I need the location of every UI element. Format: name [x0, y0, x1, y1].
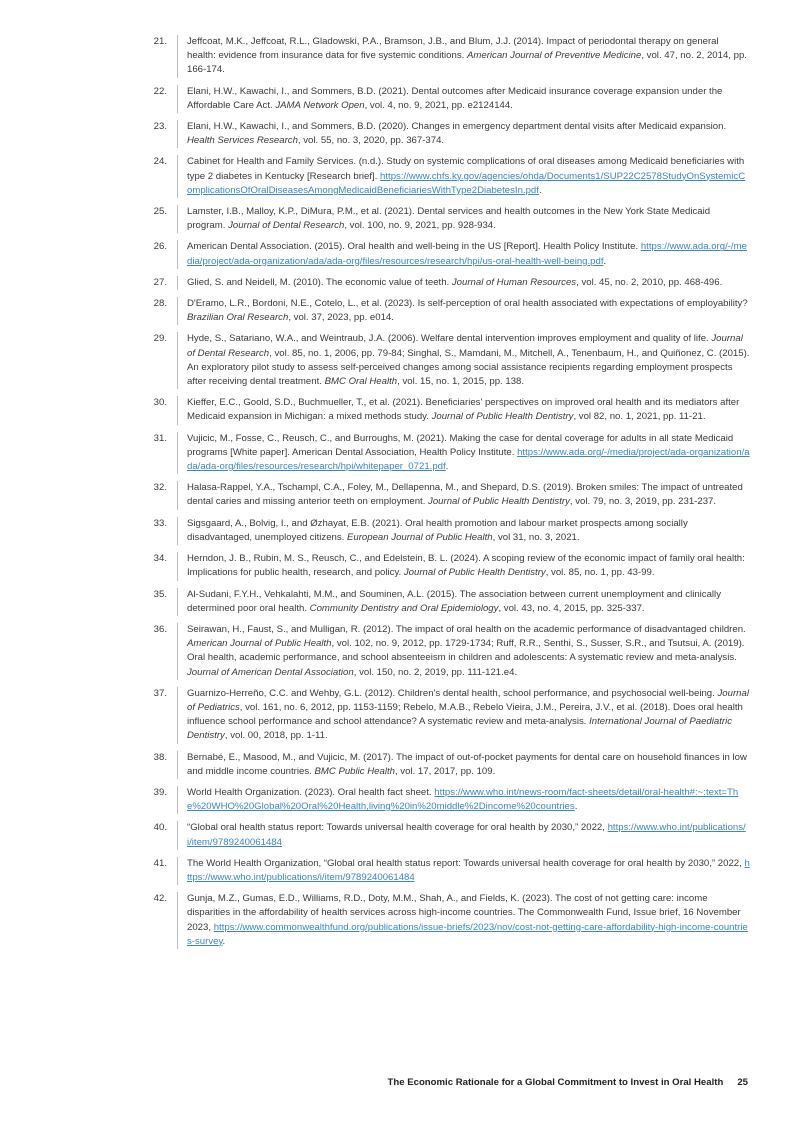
reference-citation: Seirawan, H., Faust, S., and Mulligan, R. (2012). The impact of oral health on the academic performance of disadvantaged children.: [187, 623, 746, 635]
reference-citation: “Global oral health status report: Towards universal health coverage for oral health by 2030,” 2022,: [187, 822, 608, 834]
reference-text: [177, 481, 750, 509]
reference-citation: Al-Sudani, F.Y.H., Vehkalahti, M.M., and Souminen, A.L. (2015). The association between current unemployment and clinically determined poor oral health.: [187, 588, 721, 614]
reference-details: , vol 82, no. 1, 2021, pp. 11-21.: [573, 411, 706, 423]
reference-citation: Elani, H.W., Kawachi, I., and Sommers, B.D. (2020). Changes in emergency department dental visits after Medicaid expansion.: [187, 121, 727, 133]
reference-number: 28.: [153, 298, 167, 310]
reference-item: [135, 297, 750, 325]
reference-item: [135, 588, 750, 616]
reference-number: 39.: [153, 786, 167, 798]
reference-text: [177, 432, 750, 475]
reference-journal: European Journal of Public Health: [347, 531, 493, 543]
reference-item: [135, 623, 750, 680]
reference-text: [177, 35, 750, 78]
reference-item: [135, 35, 750, 78]
reference-link[interactable]: https://www.who.int/news-room/fact-sheets/detail/oral-health#:~:text=The%20WHO%20Global%20Oral%20Health,living%20in%20middle%2Dincome%20countries: [187, 786, 739, 813]
reference-details: , vol. 85, no. 1, pp. 43-99.: [545, 567, 655, 579]
reference-journal: Journal of Human Resources: [451, 276, 577, 288]
reference-number: 21.: [153, 36, 167, 47]
reference-journal: Journal of Dental Research: [187, 333, 743, 359]
reference-item: [135, 751, 750, 779]
reference-text: [177, 786, 750, 814]
reference-punctuation: .: [574, 801, 578, 813]
reference-journal: Journal of Pediatrics: [187, 687, 749, 713]
footer-title: The Economic Rationale for a Global Commitment to Invest in Oral Health: [387, 1077, 724, 1088]
reference-list: [135, 35, 750, 956]
reference-details: , vol. 17, 2017, pp. 109.: [394, 765, 496, 777]
reference-punctuation: .: [222, 935, 226, 947]
page-footer: [387, 1077, 748, 1088]
reference-item: [135, 240, 750, 268]
reference-details: , vol. 37, 2023, pp. e014.: [288, 312, 394, 324]
reference-journal: International Journal of Paediatric Dentistry: [187, 716, 733, 742]
reference-link[interactable]: https://www.ada.org/-/media/project/ada-organization/ada/ada-org/files/resources/research/hpi/whitepaper_0721.pdf: [187, 446, 750, 473]
reference-details: , vol. 00, 2018, pp. 1-11.: [224, 730, 328, 742]
reference-citation: Sigsgaard, A., Bolvig, I., and Øzhayat, E.B. (2021). Oral health promotion and labour market prospects among socially disadvantaged, unemployed citizens.: [187, 517, 688, 543]
reference-text: [177, 821, 750, 849]
reference-journal: Journal of Public Health Dentistry: [403, 567, 546, 579]
reference-item: [135, 120, 750, 148]
reference-journal: American Journal of Preventive Medicine: [466, 50, 642, 62]
reference-text: [177, 205, 750, 233]
reference-citation: Glied, S. and Neidell, M. (2010). The economic value of teeth.: [187, 276, 452, 288]
reference-journal: Brazilian Oral Research: [187, 312, 289, 324]
reference-link[interactable]: https://www.chfs.ky.gov/agencies/ohda/Documents1/SUP22C2578StudyOnSystemicComplicationsOfOralDiseasesAmongMedicaidBeneficiariesWithType2DiabetesIn.pdf: [187, 170, 746, 196]
reference-punctuation: .: [538, 184, 542, 196]
reference-number: 26.: [153, 241, 167, 253]
reference-number: 41.: [153, 857, 167, 869]
reference-item: [135, 205, 750, 233]
reference-citation: Hyde, S., Satariano, W.A., and Weintraub, J.A. (2006). Welfare dental intervention improves employment and quality of life.: [187, 333, 712, 345]
reference-item: [135, 821, 750, 849]
reference-text: [177, 276, 750, 290]
reference-item: [135, 892, 750, 949]
reference-details: , vol. 47, no. 2, 2014, pp. 166-174.: [187, 50, 747, 76]
reference-citation: Halasa-Rappel, Y.A., Tschampl, C.A., Foley, M., Dellapenna, M., and Shepard, D.S. (2019). Broken smiles: The impact of untreated dental caries and missing anterior teeth on employment.: [187, 482, 743, 508]
reference-number: 32.: [153, 482, 167, 494]
reference-number: 38.: [153, 751, 167, 763]
reference-citation: D'Eramo, L.R., Bordoni, N.E., Cotelo, L., et al. (2023). Is self-perception of oral health associated with expectations of employability?: [187, 298, 748, 310]
reference-citation: Gunja, M.Z., Gumas, E.D., Williams, R.D., Doty, M.M., Shah, A., and Fields, K. (2023). The cost of not getting care: income disparities in the affordability of health services across high-income countries. The Commonwealth Fund, Issue brief, 16 November 2023,: [187, 893, 741, 933]
reference-number: 40.: [153, 822, 167, 834]
reference-citation: Bernabé, E., Masood, M., and Vujicic, M. (2017). The impact of out-of-pocket payments for dental care on household finances in low and middle income countries.: [187, 751, 747, 777]
reference-number: 23.: [153, 121, 167, 133]
reference-item: [135, 396, 750, 424]
reference-item: [135, 481, 750, 509]
reference-details: , vol. 85, no. 1, 2006, pp. 79-84; Singhal, S., Mamdani, M., Mitchell, A., Tenenbaum, H., and Quiñonez, C. (2015). An exploratory pilot study to assess self-perceived changes among social assistance recipients regarding employment prospects after receiving dental treatment.: [187, 347, 750, 388]
reference-details: , vol. 4, no. 9, 2021, pp. e2124144.: [364, 99, 513, 111]
reference-text: [177, 396, 750, 424]
reference-citation: Herndon, J. B., Rubin, M. S., Reusch, C., and Edelstein, B. L. (2024). A scoping review of the economic impact of family oral health: Implications for public health, research, and policy.: [187, 553, 745, 579]
reference-citation: American Dental Association. (2015). Oral health and well-being in the US [Report]. Health Policy Institute.: [187, 241, 641, 253]
reference-details: , vol 31, no. 3, 2021.: [492, 531, 580, 543]
page-number: 25: [737, 1077, 748, 1088]
reference-item: [135, 432, 750, 475]
reference-text: [177, 588, 750, 616]
reference-number: 29.: [153, 333, 167, 345]
reference-item: [135, 276, 750, 290]
reference-text: [177, 687, 750, 744]
reference-journal: Journal of American Dental Association: [187, 666, 354, 678]
reference-number: 25.: [153, 206, 167, 218]
reference-number: 35.: [153, 588, 167, 600]
reference-punctuation: .: [445, 461, 449, 473]
reference-citation: Jeffcoat, M.K., Jeffcoat, R.L., Gladowski, P.A., Bramson, J.B., and Blum, J.J. (2014). Impact of periodontal therapy on general health: evidence from insurance data for five systemic conditions.: [187, 36, 719, 62]
reference-details: , vol. 43, no. 4, 2015, pp. 325-337.: [498, 602, 645, 614]
reference-number: 37.: [153, 687, 167, 699]
reference-text: [177, 120, 750, 148]
reference-link[interactable]: https://www.commonwealthfund.org/publications/issue-briefs/2023/nov/cost-not-getting-care-affordability-high-income-countries-survey: [187, 921, 748, 947]
reference-link[interactable]: https://www.ada.org/-/media/project/ada-organization/ada/ada-org/files/resources/research/hpi/us-oral-health-well-being.pdf: [187, 241, 747, 267]
reference-details: , vol. 100, no. 9, 2021, pp. 928-934.: [344, 220, 496, 232]
reference-citation: Elani, H.W., Kawachi, I., and Sommers, B.D. (2021). Dental outcomes after Medicaid insurance coverage expansion under the Affordable Care Act.: [187, 85, 723, 111]
reference-citation: Kieffer, E.C., Goold, S.D., Buchmueller, T., et al. (2021). Beneficiaries' perspectives on improved oral health and its mediators after Medicaid expansion in Michigan: a mixed methods study.: [187, 397, 740, 423]
reference-item: [135, 155, 750, 198]
reference-details: , vol. 55, no. 3, 2020, pp. 367-374.: [297, 135, 445, 147]
reference-item: [135, 85, 750, 113]
reference-journal: BMC Public Health: [314, 765, 395, 777]
reference-citation: The World Health Organization, “Global oral health status report: Towards universal health coverage for oral health by 2030,” 2022,: [187, 857, 745, 869]
reference-journal: American Journal of Public Health: [187, 638, 332, 650]
reference-item: [135, 332, 750, 389]
reference-number: 30.: [153, 397, 167, 409]
reference-citation: World Health Organization. (2023). Oral health fact sheet.: [187, 786, 435, 798]
reference-details: , vol. 161, no. 6, 2012, pp. 1153-1159; Rebelo, M.A.B., Rebelo Vieira, J.M., Pereira, J.V., et al. (2018). Does oral health influence school performance and school attendance? A systematic review and meta-analysis.: [187, 701, 743, 728]
reference-text: [177, 552, 750, 580]
reference-number: 27.: [153, 276, 167, 288]
reference-text: [177, 892, 750, 949]
reference-text: [177, 332, 750, 389]
reference-item: [135, 687, 750, 744]
reference-link[interactable]: https://www.who.int/publications/i/item/9789240061484: [187, 822, 746, 848]
reference-text: [177, 857, 750, 885]
reference-item: [135, 552, 750, 580]
reference-text: [177, 751, 750, 779]
reference-number: 22.: [153, 85, 167, 97]
reference-number: 31.: [153, 432, 167, 444]
reference-details: , vol. 45, no. 2, 2010, pp. 468-496.: [576, 276, 723, 288]
reference-journal: Journal of Dental Research: [228, 220, 345, 232]
reference-text: [177, 155, 750, 198]
reference-punctuation: .: [603, 255, 607, 267]
reference-citation: Guarnizo-Herreño, C.C. and Wehby, G.L. (2012). Children's dental health, school performance, and psychosocial well-being.: [187, 687, 718, 699]
reference-number: 36.: [153, 623, 167, 635]
reference-item: [135, 786, 750, 814]
reference-citation: Lamster, I.B., Malloy, K.P., DiMura, P.M., et al. (2021). Dental services and health outcomes in the New York State Medicaid program.: [187, 206, 711, 232]
reference-item: [135, 517, 750, 545]
reference-journal: JAMA Network Open: [275, 99, 365, 111]
reference-details: , vol. 79, no. 3, 2019, pp. 231-237.: [569, 496, 717, 508]
reference-text: [177, 623, 750, 680]
reference-text: [177, 240, 750, 268]
reference-journal: Journal of Public Health Dentistry: [431, 411, 574, 423]
reference-number: 42.: [153, 893, 167, 905]
reference-details: , vol. 102, no. 9, 2012, pp. 1729-1734; Ruff, R.R., Senthi, S., Susser, S.R., and Tsutsui, A. (2019). Oral health, academic performance, and school absenteeism in children and adolescents: A systematic review and meta-analysis.: [187, 638, 745, 664]
reference-journal: Journal of Public Health Dentistry: [428, 496, 570, 508]
reference-number: 24.: [153, 156, 167, 168]
reference-journal: Community Dentistry and Oral Epidemiology: [309, 602, 499, 614]
reference-citation: Vujicic, M., Fosse, C., Reusch, C., and Burroughs, M. (2021). Making the case for dental coverage for adults in all state Medicaid programs [White paper]. American Dental Association, Health Policy Institute.: [187, 432, 734, 458]
reference-text: [177, 85, 750, 113]
reference-details: , vol. 150, no. 2, 2019, pp. 111-121.e4.: [353, 666, 518, 678]
reference-text: [177, 297, 750, 325]
reference-link[interactable]: https://www.who.int/publications/i/item/9789240061484: [187, 857, 750, 883]
reference-item: [135, 857, 750, 885]
reference-journal: Health Services Research: [187, 135, 298, 147]
reference-text: [177, 517, 750, 545]
reference-details: , vol. 15, no. 1, 2015, pp. 138.: [397, 376, 525, 388]
reference-citation: Cabinet for Health and Family Services. (n.d.). Study on systemic complications of oral diseases among Medicaid beneficiaries with type 2 diabetes in Kentucky [Research brief].: [187, 156, 745, 182]
reference-journal: BMC Oral Health: [324, 376, 398, 388]
reference-number: 33.: [153, 517, 167, 529]
reference-number: 34.: [153, 553, 167, 565]
